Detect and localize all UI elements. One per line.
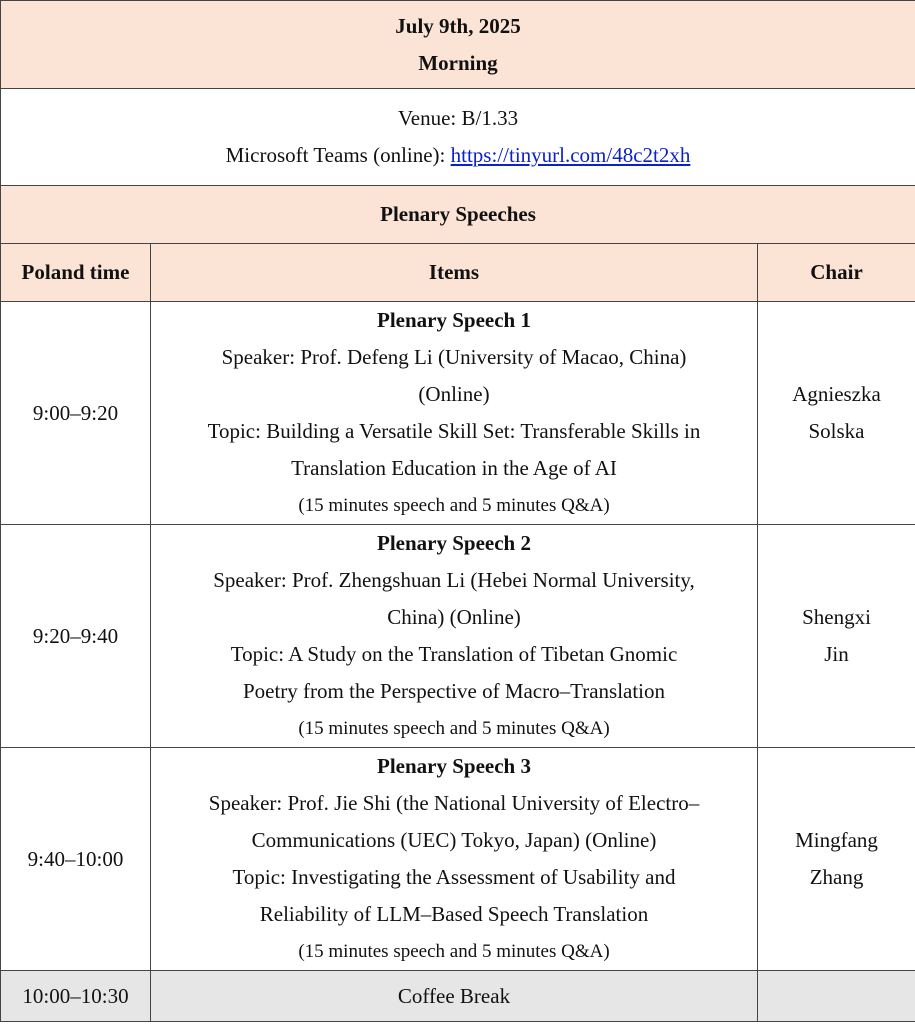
chair-cell	[758, 748, 915, 971]
coffee-break-row	[1, 971, 915, 1022]
speech-title: Plenary Speech 2	[377, 531, 531, 555]
chair-name: Jin	[824, 642, 849, 666]
speech-line: Speaker: Prof. Zhengshuan Li (Hebei Normal University,	[213, 568, 695, 592]
column-header-time: Poland time	[1, 244, 151, 302]
table-row	[1, 525, 915, 748]
break-label-cell: Coffee Break	[151, 971, 758, 1022]
date-header-row	[1, 1, 915, 89]
items-cell	[151, 302, 758, 525]
chair-name: Mingfang	[795, 828, 878, 852]
column-header-items: Items	[151, 244, 758, 302]
time-cell: 9:00–9:20	[1, 302, 151, 525]
teams-label: Microsoft Teams (online):	[225, 143, 451, 167]
speech-line: Topic: Building a Versatile Skill Set: Transferable Skills in	[207, 419, 701, 443]
speech-title: Plenary Speech 3	[377, 754, 531, 778]
speech-line: Speaker: Prof. Defeng Li (University of Macao, China)	[221, 345, 687, 369]
chair-name: Agnieszka	[792, 382, 881, 406]
venue-text: Venue: B/1.33	[397, 106, 519, 130]
venue-cell	[1, 89, 915, 186]
speech-line: (Online)	[418, 382, 490, 406]
break-time-cell: 10:00–10:30	[1, 971, 151, 1022]
section-title: Plenary Speeches	[1, 186, 915, 244]
speech-line: Translation Education in the Age of AI	[291, 456, 617, 480]
teams-link[interactable]: https://tinyurl.com/48c2t2xh	[450, 143, 691, 167]
speech-note: (15 minutes speech and 5 minutes Q&A)	[298, 495, 610, 516]
table-row	[1, 302, 915, 525]
speech-note: (15 minutes speech and 5 minutes Q&A)	[298, 718, 610, 739]
speech-line: Speaker: Prof. Jie Shi (the National University of Electro–	[208, 791, 700, 815]
teams-line	[9, 137, 907, 174]
speech-note: (15 minutes speech and 5 minutes Q&A)	[298, 941, 610, 962]
speech-line: Poetry from the Perspective of Macro–Translation	[242, 679, 666, 703]
speech-line: China) (Online)	[387, 605, 521, 629]
chair-cell	[758, 302, 915, 525]
column-header-row	[1, 244, 915, 302]
chair-name: Zhang	[809, 865, 864, 889]
time-cell: 9:40–10:00	[1, 748, 151, 971]
items-cell	[151, 525, 758, 748]
date-header-cell	[1, 1, 915, 89]
speech-line: Reliability of LLM–Based Speech Translation	[259, 902, 649, 926]
time-cell: 9:20–9:40	[1, 525, 151, 748]
chair-name: Shengxi	[802, 605, 871, 629]
speech-line: Communications (UEC) Tokyo, Japan) (Online)	[251, 828, 657, 852]
break-chair-cell	[758, 971, 915, 1022]
column-header-chair: Chair	[758, 244, 915, 302]
chair-cell	[758, 525, 915, 748]
speech-line: Topic: Investigating the Assessment of Usability and	[232, 865, 676, 889]
speech-line: Topic: A Study on the Translation of Tibetan Gnomic	[230, 642, 678, 666]
venue-row	[1, 89, 915, 186]
speech-title: Plenary Speech 1	[377, 308, 531, 332]
section-title-row	[1, 186, 915, 244]
table-row	[1, 748, 915, 971]
chair-name: Solska	[808, 419, 865, 443]
session-text: Morning	[418, 50, 498, 75]
items-cell	[151, 748, 758, 971]
date-text: July 9th, 2025	[395, 13, 521, 38]
